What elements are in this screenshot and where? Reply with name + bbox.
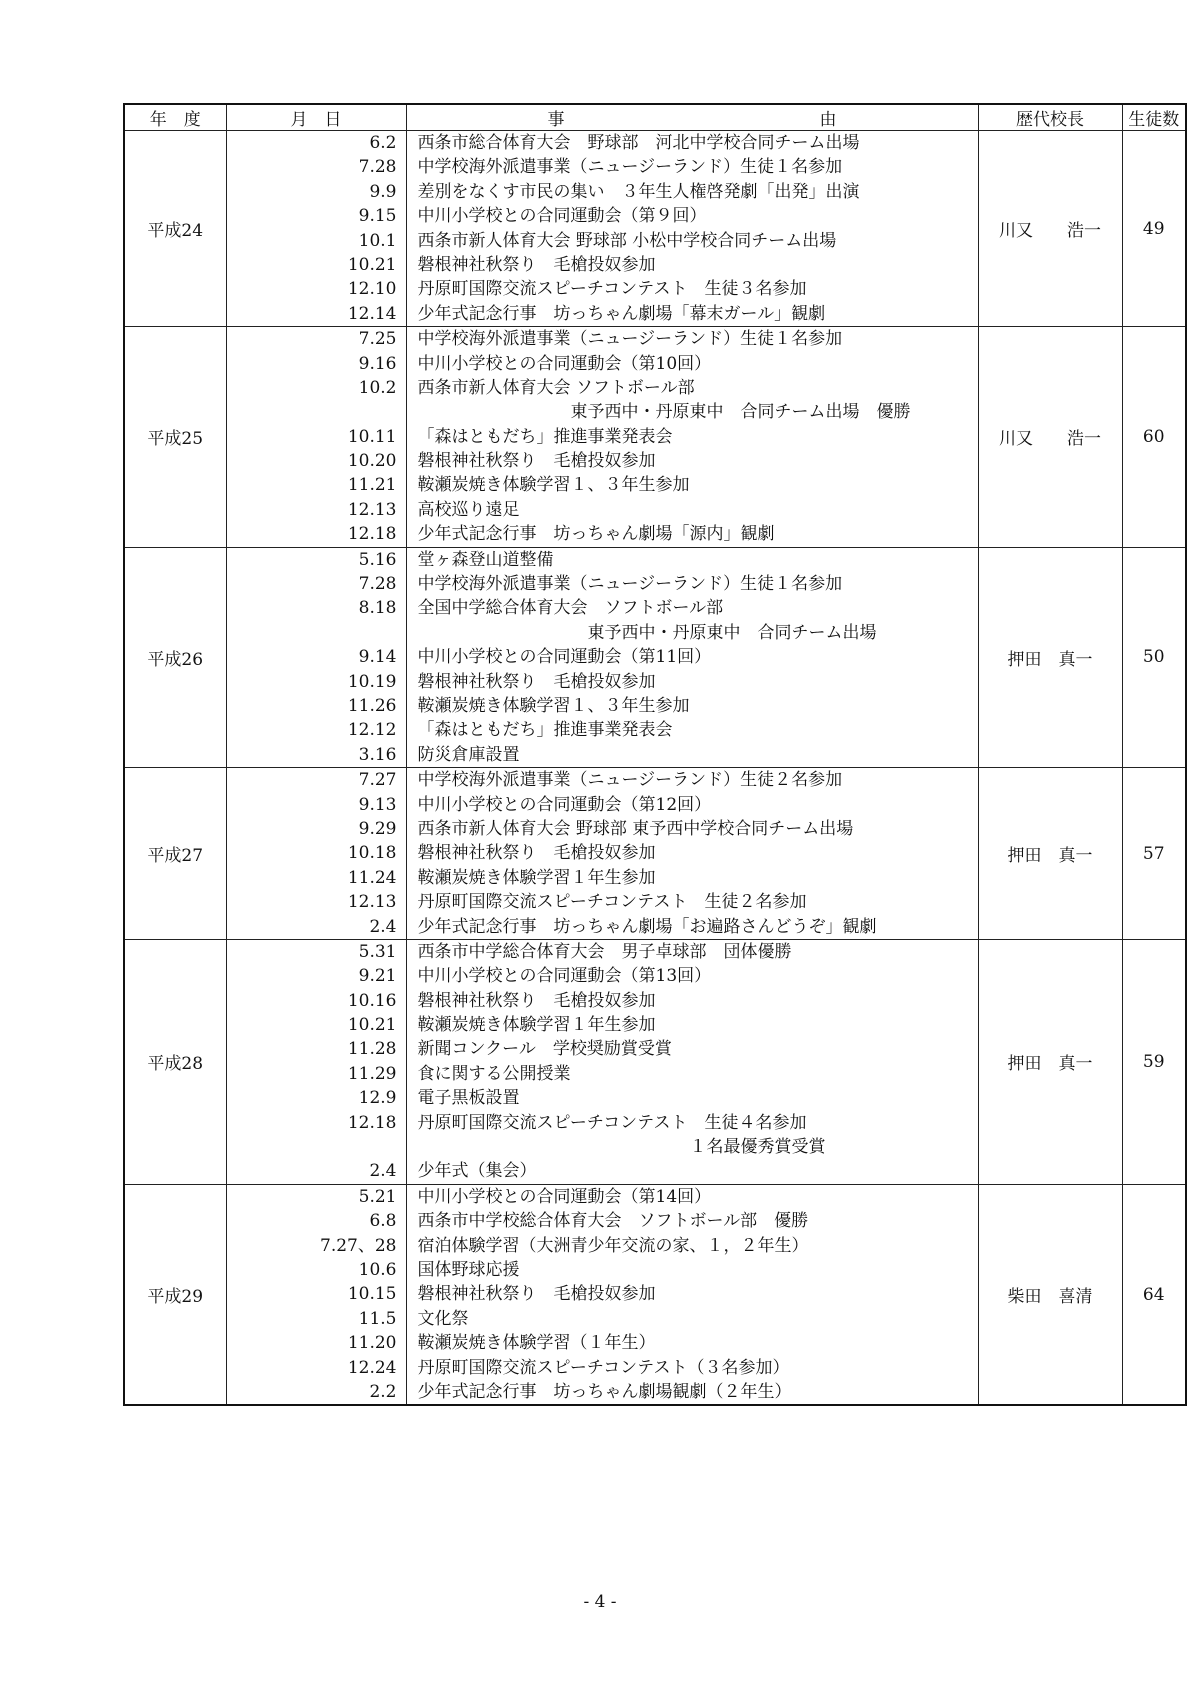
event-date: 12.9 [358, 1088, 397, 1109]
event-cell [406, 547, 978, 768]
event-text: 西条市新人体育大会 野球部 小松中学校合同チーム出場 [417, 230, 837, 251]
event-date: 11.26 [347, 695, 397, 716]
event-date: 10.11 [347, 426, 397, 447]
event-date: 9.29 [358, 818, 397, 839]
event-date: 9.15 [358, 206, 397, 227]
event-date: 10.6 [358, 1259, 397, 1280]
event-date: 7.28 [358, 157, 397, 178]
event-date: 7.27 [358, 770, 397, 791]
event-text: 全国中学総合体育大会 ソフトボール部 [417, 598, 724, 619]
page-number: - 4 - [583, 1592, 617, 1612]
event-date: 11.5 [358, 1308, 397, 1329]
event-date: 9.13 [358, 794, 397, 815]
year-cell: 平成24 [124, 131, 226, 327]
event-text: 中川小学校との合同運動会（第11回） [417, 647, 712, 668]
section-row [124, 768, 1186, 940]
event-text: 鞍瀬炭焼き体験学習１年生参加 [417, 1015, 656, 1036]
event-date: 9.16 [358, 353, 397, 374]
event-date: 7.27、28 [320, 1235, 397, 1256]
event-date: 12.10 [347, 279, 397, 300]
year-cell: 平成25 [124, 327, 226, 548]
event-date: 10.20 [347, 451, 397, 472]
principal-cell: 押田 真一 [978, 939, 1122, 1184]
event-text: 高校巡り遠足 [417, 499, 520, 520]
event-text: 西条市総合体育大会 野球部 河北中学校合同チーム出場 [417, 133, 860, 153]
event-date: 12.13 [347, 892, 397, 913]
event-text: 少年式記念行事 坊っちゃん劇場「幕末ガール」観劇 [417, 303, 826, 324]
event-text: 中川小学校との合同運動会（第13回） [417, 966, 712, 987]
event-text: 差別をなくす市民の集い ３年生人権啓発劇「出発」出演 [417, 181, 860, 202]
event-date: 10.21 [347, 254, 397, 275]
event-text: 磐根神社秋祭り 毛槍投奴参加 [417, 451, 656, 472]
header-event: 事 由 [406, 104, 978, 131]
event-date: 11.24 [347, 867, 397, 888]
event-date: 9.9 [369, 181, 397, 202]
event-date: 2.4 [369, 916, 397, 937]
header-date: 月 日 [226, 104, 406, 131]
event-text: 中学校海外派遣事業（ニュージーランド）生徒１名参加 [417, 329, 843, 350]
event-text: 磐根神社秋祭り 毛槍投奴参加 [417, 843, 656, 864]
date-cell [226, 939, 406, 1184]
event-date: 10.2 [358, 377, 397, 398]
event-text: 宿泊体験学習（大洲青少年交流の家、１，２年生） [417, 1235, 809, 1256]
event-date: 9.21 [358, 966, 397, 987]
year-cell: 平成26 [124, 547, 226, 768]
event-text: 中川小学校との合同運動会（第10回） [417, 353, 712, 374]
event-text: 鞍瀬炭焼き体験学習１、３年生参加 [417, 475, 690, 496]
event-text: １名最優秀賞受賞 [417, 1137, 826, 1158]
event-text: 電子黒板設置 [417, 1088, 520, 1109]
event-text: 防災倉庫設置 [417, 744, 520, 765]
event-cell [406, 939, 978, 1184]
event-text: 堂ヶ森登山道整備 [417, 549, 554, 570]
event-date: 12.12 [347, 720, 397, 741]
event-date: 11.21 [347, 475, 397, 496]
event-text: 「森はともだち」推進事業発表会 [417, 426, 673, 447]
date-cell [226, 768, 406, 940]
event-text: 中川小学校との合同運動会（第９回） [417, 206, 707, 227]
principal-cell: 押田 真一 [978, 768, 1122, 940]
event-text: 西条市中学校総合体育大会 ソフトボール部 優勝 [417, 1211, 809, 1232]
students-cell: 59 [1122, 939, 1186, 1184]
principal-cell: 川又 浩一 [978, 327, 1122, 548]
event-date: 12.24 [347, 1357, 397, 1378]
event-cell [406, 768, 978, 940]
event-text: 東予西中・丹原東中 合同チーム出場 優勝 [417, 402, 911, 423]
event-date: 12.14 [347, 303, 397, 324]
event-date: 2.2 [369, 1381, 397, 1402]
event-date: 12.13 [347, 499, 397, 520]
event-text: 文化祭 [417, 1308, 469, 1329]
event-text: 「森はともだち」推進事業発表会 [417, 720, 673, 741]
header-row [124, 104, 1186, 131]
event-date: 9.14 [358, 647, 397, 668]
event-text: 少年式記念行事 坊っちゃん劇場観劇（２年生） [417, 1381, 792, 1402]
event-date: 6.8 [369, 1211, 397, 1232]
date-cell [226, 327, 406, 548]
event-date: 10.16 [347, 990, 397, 1011]
event-text: 少年式（集会） [417, 1161, 537, 1182]
event-text: 中川小学校との合同運動会（第12回） [417, 794, 712, 815]
event-text: 丹原町国際交流スピーチコンテスト 生徒３名参加 [417, 279, 807, 300]
principal-cell: 柴田 喜清 [978, 1184, 1122, 1405]
section-row [124, 547, 1186, 768]
event-date: 8.18 [358, 598, 397, 619]
event-text: 新聞コンクール 学校奨励賞受賞 [417, 1039, 672, 1060]
event-cell [406, 1184, 978, 1405]
event-date: 5.21 [358, 1186, 397, 1207]
event-date: 12.18 [347, 524, 397, 545]
event-date: 7.28 [358, 574, 397, 595]
event-date: 6.2 [369, 133, 397, 153]
event-text: 磐根神社秋祭り 毛槍投奴参加 [417, 254, 656, 275]
event-date [227, 1135, 406, 1159]
event-date: 10.19 [347, 671, 397, 692]
event-date [227, 400, 406, 424]
event-text: 鞍瀬炭焼き体験学習１年生参加 [417, 867, 656, 888]
event-text: 食に関する公開授業 [417, 1063, 571, 1084]
event-text: 少年式記念行事 坊っちゃん劇場「お遍路さんどうぞ」観劇 [417, 916, 877, 937]
section-row [124, 131, 1186, 327]
header-principal: 歴代校長 [978, 104, 1122, 131]
event-date: 10.15 [347, 1284, 397, 1305]
event-text: 中学校海外派遣事業（ニュージーランド）生徒１名参加 [417, 157, 843, 178]
event-text: 西条市中学総合体育大会 男子卓球部 団体優勝 [417, 941, 792, 962]
history-table [123, 103, 1187, 1406]
event-date: 5.16 [358, 549, 397, 570]
header-students: 生徒数 [1122, 104, 1186, 131]
event-date: 10.18 [347, 843, 397, 864]
event-text: 国体野球応援 [417, 1259, 520, 1280]
principal-cell: 川又 浩一 [978, 131, 1122, 327]
section-row [124, 1184, 1186, 1405]
event-text: 東予西中・丹原東中 合同チーム出場 [417, 622, 877, 643]
students-cell: 57 [1122, 768, 1186, 940]
event-date: 2.4 [369, 1161, 397, 1182]
event-cell [406, 327, 978, 548]
students-cell: 64 [1122, 1184, 1186, 1405]
date-cell [226, 131, 406, 327]
section-row [124, 327, 1186, 548]
year-cell: 平成28 [124, 939, 226, 1184]
event-date: 11.20 [347, 1333, 397, 1354]
students-cell: 60 [1122, 327, 1186, 548]
event-text: 中学校海外派遣事業（ニュージーランド）生徒１名参加 [417, 574, 843, 595]
event-date: 7.25 [358, 329, 397, 350]
event-text: 丹原町国際交流スピーチコンテスト 生徒４名参加 [417, 1112, 807, 1133]
date-cell [226, 1184, 406, 1405]
event-date: 3.16 [358, 744, 397, 765]
event-text: 丹原町国際交流スピーチコンテスト（３名参加） [417, 1357, 790, 1378]
event-cell [406, 131, 978, 327]
date-cell [226, 547, 406, 768]
event-date: 10.21 [347, 1015, 397, 1036]
event-date: 10.1 [358, 230, 397, 251]
year-cell: 平成29 [124, 1184, 226, 1405]
students-cell: 49 [1122, 131, 1186, 327]
event-text: 磐根神社秋祭り 毛槍投奴参加 [417, 1284, 656, 1305]
event-date: 5.31 [358, 941, 397, 962]
event-text: 中川小学校との合同運動会（第14回） [417, 1186, 712, 1207]
event-text: 中学校海外派遣事業（ニュージーランド）生徒２名参加 [417, 770, 843, 791]
year-cell: 平成27 [124, 768, 226, 940]
event-date [227, 621, 406, 645]
event-date: 12.18 [347, 1112, 397, 1133]
event-text: 丹原町国際交流スピーチコンテスト 生徒２名参加 [417, 892, 807, 913]
event-text: 鞍瀬炭焼き体験学習（１年生） [417, 1333, 656, 1354]
header-year: 年 度 [124, 104, 226, 131]
event-text: 西条市新人体育大会 ソフトボール部 [417, 377, 695, 398]
event-text: 磐根神社秋祭り 毛槍投奴参加 [417, 990, 656, 1011]
event-date: 11.28 [347, 1039, 397, 1060]
event-text: 西条市新人体育大会 野球部 東予西中学校合同チーム出場 [417, 818, 854, 839]
event-date: 11.29 [347, 1063, 397, 1084]
event-text: 少年式記念行事 坊っちゃん劇場「源内」観劇 [417, 524, 775, 545]
principal-cell: 押田 真一 [978, 547, 1122, 768]
students-cell: 50 [1122, 547, 1186, 768]
event-text: 鞍瀬炭焼き体験学習１、３年生参加 [417, 695, 690, 716]
event-text: 磐根神社秋祭り 毛槍投奴参加 [417, 671, 656, 692]
section-row [124, 939, 1186, 1184]
